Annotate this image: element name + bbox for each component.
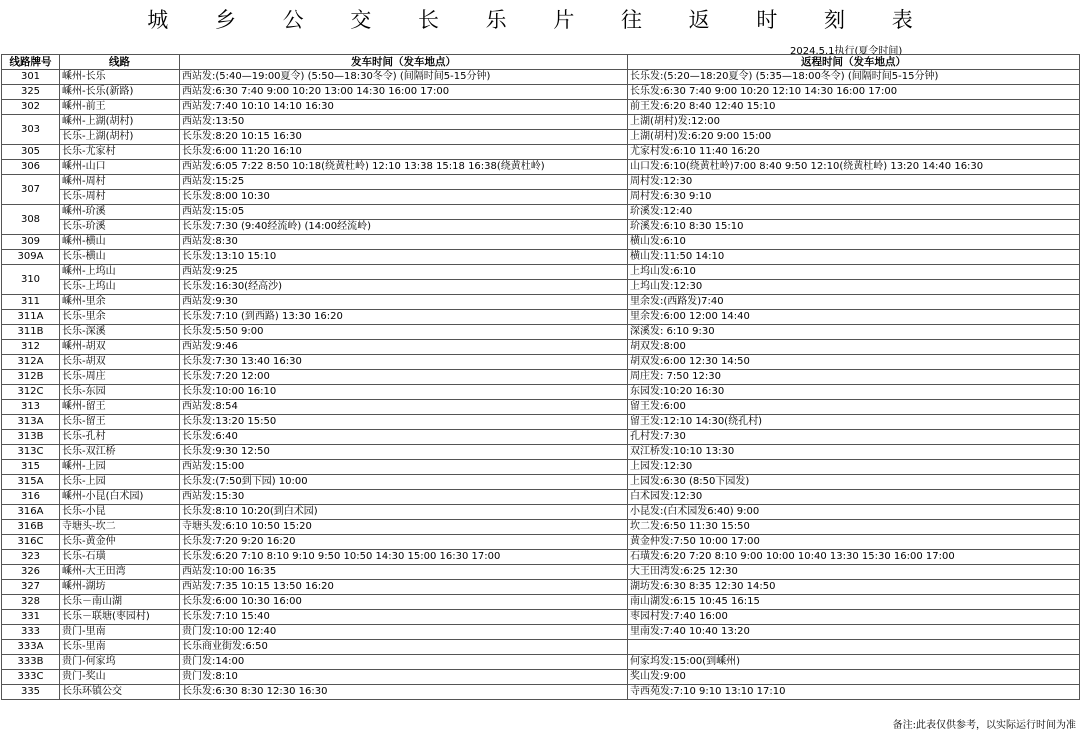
return-times: 黄金仲发:7:50 10:00 17:00 <box>628 535 1080 550</box>
table-row <box>2 475 1080 490</box>
table-row <box>2 640 1080 655</box>
route-name: 嵊州-长乐 <box>60 70 180 85</box>
depart-times: 长乐发:8:10 10:20(到白术园) <box>180 505 628 520</box>
route-number: 303 <box>2 115 60 145</box>
depart-times: 长乐发:6:00 10:30 16:00 <box>180 595 628 610</box>
depart-times: 长乐发:7:30 (9:40经流岭) (14:00经流岭) <box>180 220 628 235</box>
route-number: 312C <box>2 385 60 400</box>
return-times: 周村发:12:30 <box>628 175 1080 190</box>
route-name: 嵊州-长乐(新路) <box>60 85 180 100</box>
return-times: 石璜发:6:20 7:20 8:10 9:00 10:00 10:40 13:30 15:30 16:00 17:00 <box>628 550 1080 565</box>
route-number: 316A <box>2 505 60 520</box>
route-number: 333A <box>2 640 60 655</box>
route-name: 嵊州-上湖(胡村) <box>60 115 180 130</box>
route-name: 长乐-玠溪 <box>60 220 180 235</box>
depart-times: 长乐发:9:30 12:50 <box>180 445 628 460</box>
table-row <box>2 610 1080 625</box>
table-row <box>2 625 1080 640</box>
route-name: 贵门-里南 <box>60 625 180 640</box>
return-times: 长乐发:6:30 7:40 9:00 10:20 12:10 14:30 16:00 17:00 <box>628 85 1080 100</box>
route-name: 嵊州-大王田湾 <box>60 565 180 580</box>
table-row <box>2 565 1080 580</box>
depart-times: 长乐发:13:10 15:10 <box>180 250 628 265</box>
return-times: 上湖(胡村)发:6:20 9:00 15:00 <box>628 130 1080 145</box>
depart-times: 西站发:(5:40—19:00夏令) (5:50—18:30冬令) (间隔时间5-15分钟) <box>180 70 628 85</box>
return-times: 玠溪发:6:10 8:30 15:10 <box>628 220 1080 235</box>
route-name: 嵊州-玠溪 <box>60 205 180 220</box>
table-row <box>2 250 1080 265</box>
table-row <box>2 190 1080 205</box>
table-row <box>2 340 1080 355</box>
route-name: 嵊州-湖坊 <box>60 580 180 595</box>
table-row <box>2 445 1080 460</box>
route-number: 307 <box>2 175 60 205</box>
return-times: 奖山发:9:00 <box>628 670 1080 685</box>
depart-times: 长乐发:6:40 <box>180 430 628 445</box>
return-times: 上湖(胡村)发:12:00 <box>628 115 1080 130</box>
return-times: 湖坊发:6:30 8:35 12:30 14:50 <box>628 580 1080 595</box>
depart-times: 长乐发:8:20 10:15 16:30 <box>180 130 628 145</box>
effective-date: 2024.5.1执行(夏令时间) <box>790 46 903 57</box>
table-row <box>2 595 1080 610</box>
route-name: 长乐-东园 <box>60 385 180 400</box>
route-number: 301 <box>2 70 60 85</box>
route-name: 长乐-上坞山 <box>60 280 180 295</box>
depart-times: 西站发:15:00 <box>180 460 628 475</box>
route-number: 306 <box>2 160 60 175</box>
depart-times: 长乐发:16:30(经高沙) <box>180 280 628 295</box>
route-number: 333B <box>2 655 60 670</box>
header-row <box>2 55 1080 70</box>
table-row <box>2 370 1080 385</box>
route-name: 长乐-小昆 <box>60 505 180 520</box>
table-row <box>2 550 1080 565</box>
depart-times: 长乐发:7:20 9:20 16:20 <box>180 535 628 550</box>
header-depart: 发车时间（发车地点） <box>180 55 628 70</box>
depart-times: 西站发:7:40 10:10 14:10 16:30 <box>180 100 628 115</box>
table-row <box>2 280 1080 295</box>
depart-times: 长乐发:7:10 (到西路) 13:30 16:20 <box>180 310 628 325</box>
route-name: 嵊州-胡双 <box>60 340 180 355</box>
route-number: 333C <box>2 670 60 685</box>
route-name: 长乐-深溪 <box>60 325 180 340</box>
route-name: 长乐-石璜 <box>60 550 180 565</box>
return-times: 里余发:(西路发)7:40 <box>628 295 1080 310</box>
route-name: 长乐-孔村 <box>60 430 180 445</box>
depart-times: 西站发:15:25 <box>180 175 628 190</box>
depart-times: 西站发:9:25 <box>180 265 628 280</box>
table-row <box>2 670 1080 685</box>
return-times: 周庄发: 7:50 12:30 <box>628 370 1080 385</box>
route-name: 贵门-何家坞 <box>60 655 180 670</box>
table-row <box>2 430 1080 445</box>
route-number: 331 <box>2 610 60 625</box>
return-times: 大王田湾发:6:25 12:30 <box>628 565 1080 580</box>
table-row <box>2 400 1080 415</box>
route-number: 311B <box>2 325 60 340</box>
route-name: 长乐-里南 <box>60 640 180 655</box>
route-number: 323 <box>2 550 60 565</box>
route-name: 嵊州-上坞山 <box>60 265 180 280</box>
return-times: 里南发:7:40 10:40 13:20 <box>628 625 1080 640</box>
route-name: 嵊州-山口 <box>60 160 180 175</box>
timetable <box>1 54 1080 700</box>
depart-times: 贵门发:10:00 12:40 <box>180 625 628 640</box>
depart-times: 长乐发:6:00 11:20 16:10 <box>180 145 628 160</box>
return-times: 何家坞发:15:00(到嵊州) <box>628 655 1080 670</box>
return-times: 周村发:6:30 9:10 <box>628 190 1080 205</box>
return-times: 孔村发:7:30 <box>628 430 1080 445</box>
table-row <box>2 520 1080 535</box>
return-times: 南山湖发:6:15 10:45 16:15 <box>628 595 1080 610</box>
table-row <box>2 115 1080 130</box>
return-times: 坎二发:6:50 11:30 15:50 <box>628 520 1080 535</box>
depart-times: 长乐发:13:20 15:50 <box>180 415 628 430</box>
route-name: 长乐-留王 <box>60 415 180 430</box>
depart-times: 贵门发:8:10 <box>180 670 628 685</box>
page-title: 城 乡 公 交 长 乐 片 往 返 时 刻 表 <box>147 8 933 32</box>
route-number: 313C <box>2 445 60 460</box>
depart-times: 贵门发:14:00 <box>180 655 628 670</box>
return-times: 白术园发:12:30 <box>628 490 1080 505</box>
depart-times: 长乐发:8:00 10:30 <box>180 190 628 205</box>
route-number: 312B <box>2 370 60 385</box>
table-row <box>2 490 1080 505</box>
route-number: 333 <box>2 625 60 640</box>
table-row <box>2 505 1080 520</box>
route-name: 嵊州-小昆(白术园) <box>60 490 180 505</box>
table-row <box>2 310 1080 325</box>
return-times: 横山发:6:10 <box>628 235 1080 250</box>
return-times: 东园发:10:20 16:30 <box>628 385 1080 400</box>
table-row <box>2 145 1080 160</box>
depart-times: 西站发:10:00 16:35 <box>180 565 628 580</box>
route-name: 长乐环镇公交 <box>60 685 180 700</box>
return-times: 横山发:11:50 14:10 <box>628 250 1080 265</box>
return-times: 深溪发: 6:10 9:30 <box>628 325 1080 340</box>
return-times: 前王发:6:20 8:40 12:40 15:10 <box>628 100 1080 115</box>
table-row <box>2 130 1080 145</box>
route-name: 贵门-奖山 <box>60 670 180 685</box>
header-route: 线路 <box>60 55 180 70</box>
table-row <box>2 220 1080 235</box>
route-number: 313 <box>2 400 60 415</box>
return-times: 小昆发:(白术园发6:40) 9:00 <box>628 505 1080 520</box>
depart-times: 长乐发:6:30 8:30 12:30 16:30 <box>180 685 628 700</box>
return-times: 山口发:6:10(绕黄杜岭)7:00 8:40 9:50 12:10(绕黄杜岭) 13:20 14:40 16:30 <box>628 160 1080 175</box>
table-row <box>2 160 1080 175</box>
depart-times: 长乐发:7:10 15:40 <box>180 610 628 625</box>
route-number: 315A <box>2 475 60 490</box>
return-times <box>628 640 1080 655</box>
table-row <box>2 415 1080 430</box>
depart-times: 长乐商业街发:6:50 <box>180 640 628 655</box>
table-row <box>2 325 1080 340</box>
table-row <box>2 655 1080 670</box>
table-row <box>2 535 1080 550</box>
route-number: 313B <box>2 430 60 445</box>
depart-times: 长乐发:5:50 9:00 <box>180 325 628 340</box>
table-row <box>2 100 1080 115</box>
route-name: 长乐-双江桥 <box>60 445 180 460</box>
route-number: 309 <box>2 235 60 250</box>
table-row <box>2 205 1080 220</box>
return-times: 上园发:12:30 <box>628 460 1080 475</box>
return-times: 玠溪发:12:40 <box>628 205 1080 220</box>
return-times: 上坞山发:6:10 <box>628 265 1080 280</box>
route-number: 327 <box>2 580 60 595</box>
depart-times: 长乐发:7:20 12:00 <box>180 370 628 385</box>
table-row <box>2 355 1080 370</box>
route-number: 302 <box>2 100 60 115</box>
return-times: 长乐发:(5:20—18:20夏令) (5:35—18:00冬令) (间隔时间5-15分钟) <box>628 70 1080 85</box>
route-name: 嵊州-横山 <box>60 235 180 250</box>
route-name: 长乐-上湖(胡村) <box>60 130 180 145</box>
return-times: 上园发:6:30 (8:50下园发) <box>628 475 1080 490</box>
depart-times: 西站发:9:30 <box>180 295 628 310</box>
depart-times: 长乐发:6:20 7:10 8:10 9:10 9:50 10:50 14:30 15:00 16:30 17:00 <box>180 550 628 565</box>
route-name: 嵊州-前王 <box>60 100 180 115</box>
route-number: 316 <box>2 490 60 505</box>
route-name: 嵊州-留王 <box>60 400 180 415</box>
return-times: 里余发:6:00 12:00 14:40 <box>628 310 1080 325</box>
return-times: 留王发:6:00 <box>628 400 1080 415</box>
route-name: 长乐-周庄 <box>60 370 180 385</box>
return-times: 枣园村发:7:40 16:00 <box>628 610 1080 625</box>
return-times: 留王发:12:10 14:30(绕孔村) <box>628 415 1080 430</box>
route-number: 311A <box>2 310 60 325</box>
route-name: 寺塘头-坎二 <box>60 520 180 535</box>
route-number: 326 <box>2 565 60 580</box>
depart-times: 西站发:8:30 <box>180 235 628 250</box>
depart-times: 西站发:6:30 7:40 9:00 10:20 13:00 14:30 16:00 17:00 <box>180 85 628 100</box>
return-times: 胡双发:6:00 12:30 14:50 <box>628 355 1080 370</box>
depart-times: 西站发:13:50 <box>180 115 628 130</box>
route-number: 310 <box>2 265 60 295</box>
route-name: 嵊州-上园 <box>60 460 180 475</box>
footnote: 备注:此表仅供参考，以实际运行时间为准 <box>892 720 1076 731</box>
route-number: 316C <box>2 535 60 550</box>
route-name: 长乐-里余 <box>60 310 180 325</box>
route-number: 316B <box>2 520 60 535</box>
depart-times: 西站发:8:54 <box>180 400 628 415</box>
depart-times: 西站发:15:30 <box>180 490 628 505</box>
header-return: 返程时间（发车地点） <box>628 55 1080 70</box>
route-number: 325 <box>2 85 60 100</box>
depart-times: 长乐发:7:30 13:40 16:30 <box>180 355 628 370</box>
return-times: 胡双发:8:00 <box>628 340 1080 355</box>
route-name: 长乐-黄金仲 <box>60 535 180 550</box>
table-row <box>2 85 1080 100</box>
table-row <box>2 460 1080 475</box>
table-row <box>2 295 1080 310</box>
depart-times: 长乐发:(7:50到下园) 10:00 <box>180 475 628 490</box>
return-times: 寺西苑发:7:10 9:10 13:10 17:10 <box>628 685 1080 700</box>
route-number: 335 <box>2 685 60 700</box>
route-number: 308 <box>2 205 60 235</box>
route-name: 长乐-尤家村 <box>60 145 180 160</box>
table-row <box>2 385 1080 400</box>
route-number: 313A <box>2 415 60 430</box>
table-row <box>2 175 1080 190</box>
table-row <box>2 685 1080 700</box>
route-number: 305 <box>2 145 60 160</box>
route-name: 长乐-周村 <box>60 190 180 205</box>
header-no: 线路牌号 <box>2 55 60 70</box>
depart-times: 西站发:9:46 <box>180 340 628 355</box>
depart-times: 西站发:6:05 7:22 8:50 10:18(绕黄杜岭) 12:10 13:38 15:18 16:38(绕黄杜岭) <box>180 160 628 175</box>
return-times: 尤家村发:6:10 11:40 16:20 <box>628 145 1080 160</box>
route-name: 长乐-上园 <box>60 475 180 490</box>
depart-times: 西站发:7:35 10:15 13:50 16:20 <box>180 580 628 595</box>
route-number: 328 <box>2 595 60 610</box>
table-row <box>2 70 1080 85</box>
depart-times: 长乐发:10:00 16:10 <box>180 385 628 400</box>
timetable-body <box>2 70 1080 700</box>
route-name: 长乐－南山湖 <box>60 595 180 610</box>
route-name: 长乐-横山 <box>60 250 180 265</box>
route-number: 311 <box>2 295 60 310</box>
depart-times: 寺塘头发:6:10 10:50 15:20 <box>180 520 628 535</box>
depart-times: 西站发:15:05 <box>180 205 628 220</box>
table-row <box>2 580 1080 595</box>
return-times: 上坞山发:12:30 <box>628 280 1080 295</box>
route-number: 312A <box>2 355 60 370</box>
return-times: 双江桥发:10:10 13:30 <box>628 445 1080 460</box>
table-row <box>2 235 1080 250</box>
route-number: 312 <box>2 340 60 355</box>
route-number: 315 <box>2 460 60 475</box>
route-name: 嵊州-周村 <box>60 175 180 190</box>
table-row <box>2 265 1080 280</box>
route-name: 嵊州-里余 <box>60 295 180 310</box>
route-number: 309A <box>2 250 60 265</box>
route-name: 长乐-胡双 <box>60 355 180 370</box>
route-name: 长乐－联塘(枣园村) <box>60 610 180 625</box>
